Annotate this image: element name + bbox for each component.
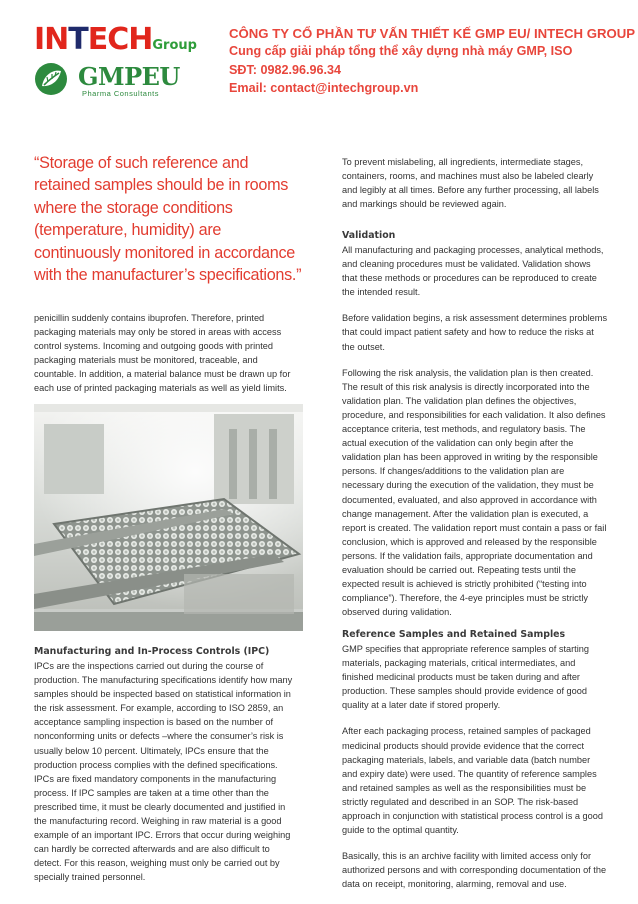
- intech-group-logo: INTECHGroup: [34, 22, 197, 57]
- ipc-section: [34, 645, 296, 897]
- reference-paragraph-1: GMP specifies that appropriate reference samples of starting materials, packaging materials, critical intermediates, and finished medicinal products must be taken during and after production. These samples should provide evidence of good quality at a later date if stored properly.: [342, 644, 589, 711]
- vial-filling-line-photo: [34, 404, 303, 631]
- reference-samples-section: [342, 628, 608, 904]
- pull-quote-text: “Storage of such reference and retained samples should be in rooms where the storage conditions (temperature, humidity) are continuously monitored in accordance with the manufacturer’s specifications.”: [34, 154, 302, 285]
- validation-paragraph-1: All manufacturing and packaging processes, analytical methods, and cleaning procedures must be validated. Validation shows that these methods or procedures can be reproduced to create the intended result.: [342, 245, 604, 298]
- company-phone: SĐT: 0982.96.96.34: [229, 63, 342, 77]
- validation-heading: Validation: [342, 230, 396, 241]
- gmpeu-logo-name: GMPEU: [78, 62, 180, 91]
- validation-paragraph-2: Before validation begins, a risk assessment determines problems that could impact patient safety and how to reduce the risks at the outset.: [342, 313, 608, 352]
- ipc-paragraph: IPCs are the inspections carried out during the course of production. The manufacturing specifications identify how many samples should be inspected based on statistical information in the risk assessment. For example, according to ISO 2859, an acceptance sampling inspection is based on the number of nonconforming units or defects –where the consumer’s risk is usually below 10 percent. Ultimately, IPCs ensure that the production process complies with the defined specifications. IPCs are fixed mandatory components in the manufacturing process. If IPC samples are taken at a time other than the prescribed time, it must be clearly documented and justified in the manufacturing record. Weighing in raw material is a good example of an important IPC. Errors that occur during weighing can hardly be corrected afterwards and are also difficult to detect. For this reason, weighing must only be carried out by specially trained personnel.: [34, 661, 293, 883]
- company-name-line: CÔNG TY CỔ PHẦN TƯ VẤN THIẾT KẾ GMP EU/ INTECH GROUP: [229, 26, 636, 41]
- gmpeu-logo-subtitle: Pharma Consultants: [82, 89, 159, 98]
- ipc-heading: Manufacturing and In-Process Controls (IPC): [34, 646, 270, 657]
- gmpeu-leaf-icon: [34, 62, 68, 96]
- labeling-paragraph-text: To prevent mislabeling, all ingredients, intermediate stages, containers, rooms, and machines must also be labeled clearly and legibly at all times. Before any further processing, all labels and markings should be reviewed again.: [342, 157, 599, 210]
- validation-section: [342, 229, 608, 631]
- pull-quote: [34, 152, 304, 286]
- reference-heading: Reference Samples and Retained Samples: [342, 629, 566, 640]
- reference-paragraph-2: After each packaging process, retained samples of packaged medicinal products should provide evidence that the correct packaging materials, labels, and variable data (batch number and expiry date) were used. The quantity of reference samples and retained samples as well as the responsibilities must be strictly regulated and described in an SOP. The risk-based approach in conjunction with statistical process control is a good guide to the optimal quantity.: [342, 726, 603, 836]
- company-email: Email: contact@intechgroup.vn: [229, 81, 419, 95]
- left-intro-paragraph: [34, 311, 296, 408]
- validation-paragraph-3: Following the risk analysis, the validation plan is then created. The result of this risk analysis is directly incorporated into the validation plan. The validation plan defines the objectives, procedure, and responsibilities for each validation. It also defines acceptance criteria, test methods, and regulatory basis. The actual execution of the validation can only begin after the validation plan has been approved in writing by the responsible persons. If changes/additions to the validation plan are necessary during the execution of the validation, they must be documented, evaluated, and also approved in accordance with change management. After the validation plan is executed, a report is created. The validation report must contain a pass or fail conclusion, which is approved and released by the responsible persons. If the validation fails, appropriate documentation and evaluation should be carried out. Repeating tests until the expected result is achieved is strictly prohibited (“testing into compliance”). Therefore, the 4-eye principles must be strictly observed during validation.: [342, 367, 607, 618]
- labeling-paragraph: [342, 155, 608, 223]
- production-line-illustration: [34, 404, 303, 631]
- intro-paragraph-text: penicillin suddenly contains ibuprofen. Therefore, printed packaging materials may only be stored in areas with access control systems. Incoming and outgoing goods with printed packaging materials must be monitored, traceable, and countable. In addition, a material balance must be drawn up for each use of printed packaging materials as well as yield limits.: [34, 313, 291, 394]
- company-tagline: Cung cấp giải pháp tổng thể xây dựng nhà máy GMP, ISO: [229, 44, 573, 58]
- reference-paragraph-3: Basically, this is an archive facility with limited access only for authorized persons and with corresponding documentation of the data on receipt, monitoring, alarming, removal and use.: [342, 851, 607, 890]
